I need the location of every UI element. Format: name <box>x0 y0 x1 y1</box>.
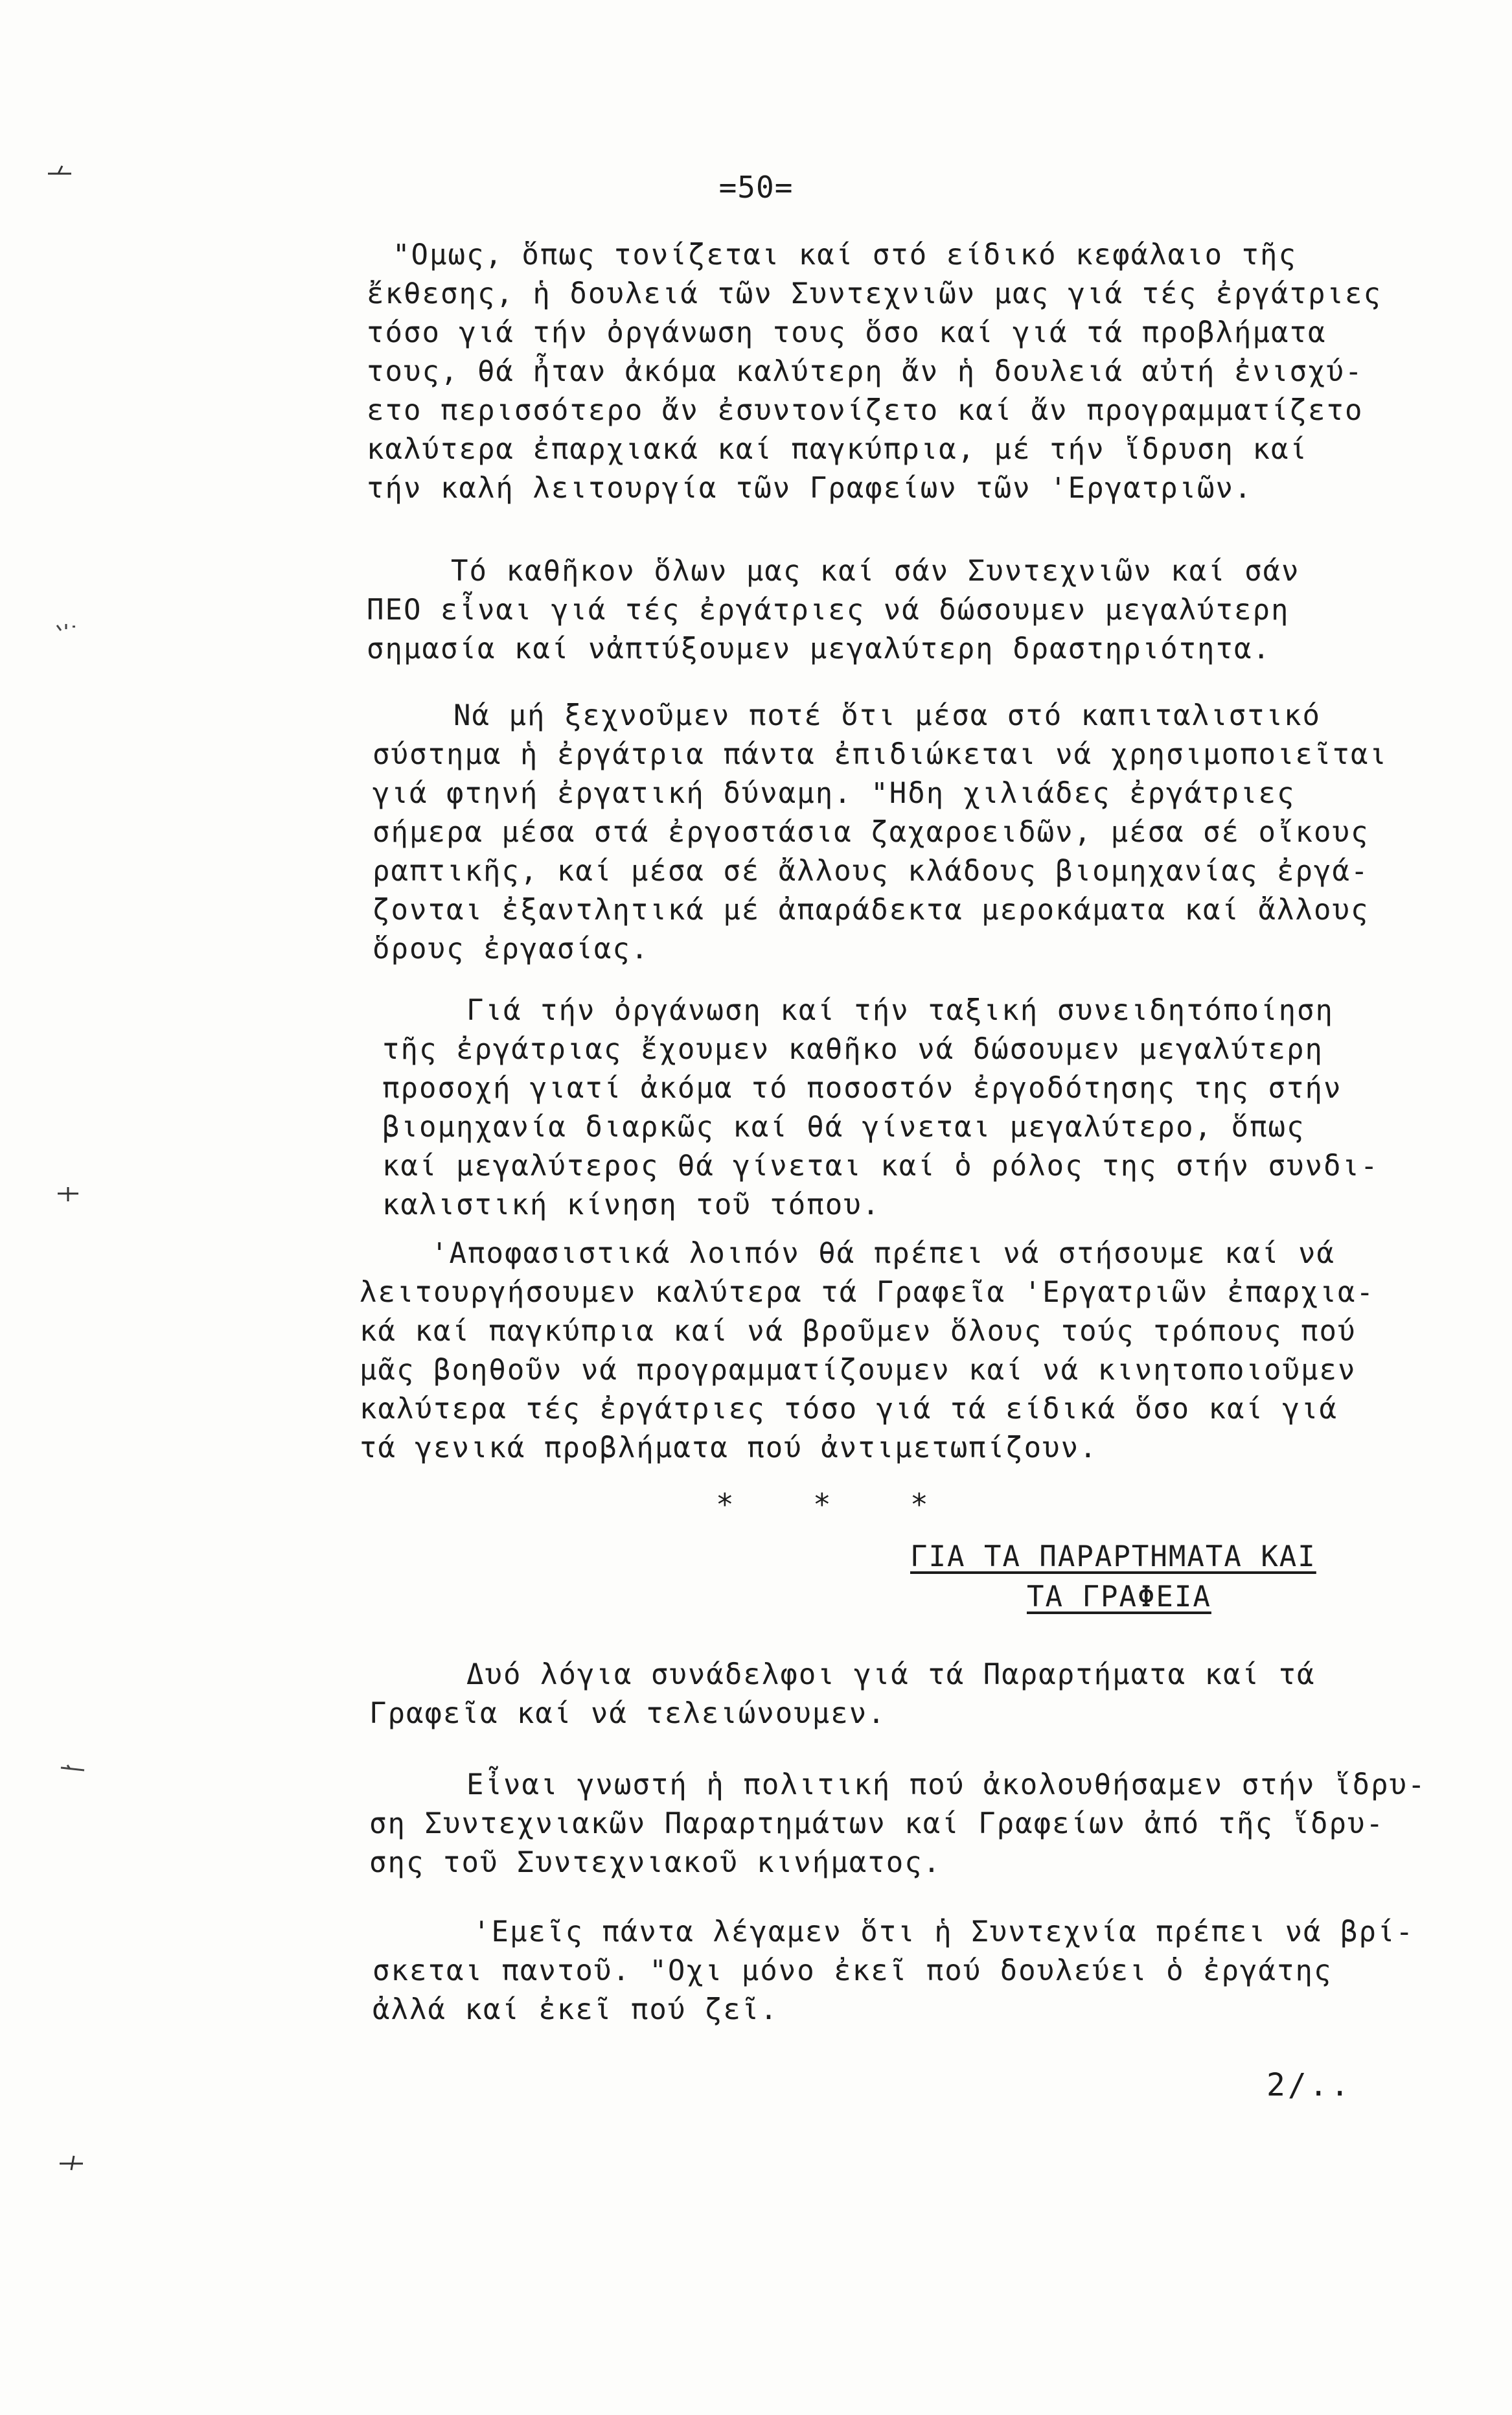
text-line: βιομηχανία διαρκῶς καί θά γίνεται μεγαλύτερο, ὅπως <box>382 1111 1305 1144</box>
page-number: =50= <box>718 170 794 205</box>
paragraph-1 <box>367 236 1382 508</box>
text-line: κά καί παγκύπρια καί νά βροῦμεν ὅλους τούς τρόπους πού <box>360 1315 1357 1348</box>
text-line: μᾶς βοηθοῦν νά προγραμματίζουμεν καί νά κινητοποιοῦμεν <box>360 1354 1357 1387</box>
separator-star: * <box>716 1487 734 1522</box>
text-line: σύστημα ἡ ἐργάτρια πάντα ἐπιδιώκεται νά χρησιμοποιεῖται <box>372 738 1388 771</box>
section-heading-line-1: ΓΙΑ ΤΑ ΠΑΡΑΡΤΗΜΑΤΑ ΚΑΙ <box>910 1540 1316 1573</box>
section-heading-line-2: ΤΑ ΓΡΑΦΕΙΑ <box>1027 1580 1211 1613</box>
paragraph-2 <box>367 552 1300 669</box>
separator-star: * <box>910 1487 928 1522</box>
text-line: 'Αποφασιστικά λοιπόν θά πρέπει νά στήσουμε καί νά <box>431 1237 1336 1270</box>
text-line: λειτουργήσουμεν καλύτερα τά Γραφεῖα 'Εργατριῶν ἐπαρχια- <box>360 1276 1375 1309</box>
paragraph-5 <box>360 1234 1375 1468</box>
text-line: ραπτικῆς, καί μέσα σέ ἄλλους κλάδους βιομηχανίας ἐργά- <box>372 855 1369 888</box>
binder-mark <box>55 1186 81 1203</box>
section-paragraph-1 <box>369 1656 1316 1733</box>
section-paragraph-2 <box>369 1766 1426 1882</box>
text-line: καλιστική κίνηση τοῦ τόπου. <box>382 1188 881 1221</box>
text-line: σημασία καί νἀπτύξουμεν μεγαλύτερη δραστηριότητα. <box>367 632 1272 665</box>
text-line: σήμερα μέσα στά ἐργοστάσια ζαχαροειδῶν, μέσα σέ οἴκους <box>372 816 1369 849</box>
text-line: Τό καθῆκον ὅλων μας καί σάν Συντεχνιῶν καί σάν <box>451 555 1300 588</box>
text-line: Δυό λόγια συνάδελφοι γιά τά Παραρτήματα καί τά <box>466 1658 1316 1691</box>
text-line: "Ομως, ὅπως τονίζεται καί στό είδικό κεφάλαιο τῆς <box>393 238 1298 272</box>
binder-mark <box>58 2155 84 2171</box>
text-line: καλύτερα ἐπαρχιακά καί παγκύπρια, μέ τήν ἵδρυση καί <box>367 433 1309 466</box>
text-line: τά γενικά προβλήματα πού ἀντιμετωπίζουν. <box>360 1431 1098 1464</box>
paragraph-4 <box>382 991 1379 1225</box>
text-line: Εἶναι γνωστή ἡ πολιτική πού ἀκολουθήσαμεν στήν ἵδρυ- <box>466 1768 1426 1801</box>
text-line: 'Εμεῖς πάντα λέγαμεν ὅτι ἡ Συντεχνία πρέπει νά βρί- <box>473 1915 1415 1948</box>
text-line: Γιά τήν ὀργάνωση καί τήν ταξική συνειδητόποίηση <box>466 994 1334 1027</box>
text-line: Νά μή ξεχνοῦμεν ποτέ ὅτι μέσα στό καπιταλιστικό <box>453 699 1322 732</box>
binder-mark <box>53 619 79 636</box>
text-line: ἔκθεσης, ἡ δουλειά τῶν Συντεχνιῶν μας γιά τές ἐργάτριες <box>367 277 1382 310</box>
section-paragraph-3 <box>372 1913 1415 2029</box>
text-line: ση Συντεχνιακῶν Παραρτημάτων καί Γραφείων ἀπό τῆς ἵδρυ- <box>369 1807 1384 1840</box>
text-line: τόσο γιά τήν ὀργάνωση τους ὅσο καί γιά τά προβλήματα <box>367 316 1327 349</box>
text-line: ΠΕΟ εἶναι γιά τές ἐργάτριες νά δώσουμεν μεγαλύτερη <box>367 594 1290 627</box>
text-line: καλύτερα τές ἐργάτριες τόσο γιά τά είδικά ὅσο καί γιά <box>360 1392 1338 1426</box>
separator-star: * <box>813 1487 831 1522</box>
text-line: σκεται παντοῦ. "Οχι μόνο ἐκεῖ πού δουλεύει ὁ ἐργάτης <box>372 1954 1333 1987</box>
continuation-mark: 2/.. <box>1266 2067 1352 2103</box>
text-line: τήν καλή λειτουργία τῶν Γραφείων τῶν 'Εργατριῶν. <box>367 472 1253 505</box>
text-line: ἀλλά καί ἐκεῖ πού ζεῖ. <box>372 1993 779 2026</box>
paragraph-3 <box>372 697 1388 969</box>
text-line: γιά φτηνή ἐργατική δύναμη. "Ηδη χιλιάδες ἐργάτριες <box>372 777 1296 810</box>
text-line: τῆς ἐργάτριας ἔχουμεν καθῆκο νά δώσουμεν μεγαλύτερη <box>382 1033 1324 1066</box>
text-line: ετο περισσότερο ἄν ἐσυντονίζετο καί ἄν προγραμματίζετο <box>367 394 1364 427</box>
text-line: καί μεγαλύτερος θά γίνεται καί ὁ ρόλος της στήν συνδι- <box>382 1150 1379 1183</box>
binder-mark <box>47 163 73 180</box>
text-line: ὅρους ἐργασίας. <box>372 932 650 965</box>
text-line: ζονται ἐξαντλητικά μέ ἀπαράδεκτα μεροκάματα καί ἄλλους <box>372 894 1369 927</box>
text-line: τους, θά ἦταν ἀκόμα καλύτερη ἄν ἡ δουλειά αὐτή ἐνισχύ- <box>367 355 1364 388</box>
text-line: σης τοῦ Συντεχνιακοῦ κινήματος. <box>369 1846 942 1879</box>
binder-mark <box>60 1761 86 1778</box>
text-line: Γραφεῖα καί νά τελειώνουμεν. <box>369 1697 886 1730</box>
text-line: προσοχή γιατί ἀκόμα τό ποσοστόν ἐργοδότησης της στήν <box>382 1072 1342 1105</box>
